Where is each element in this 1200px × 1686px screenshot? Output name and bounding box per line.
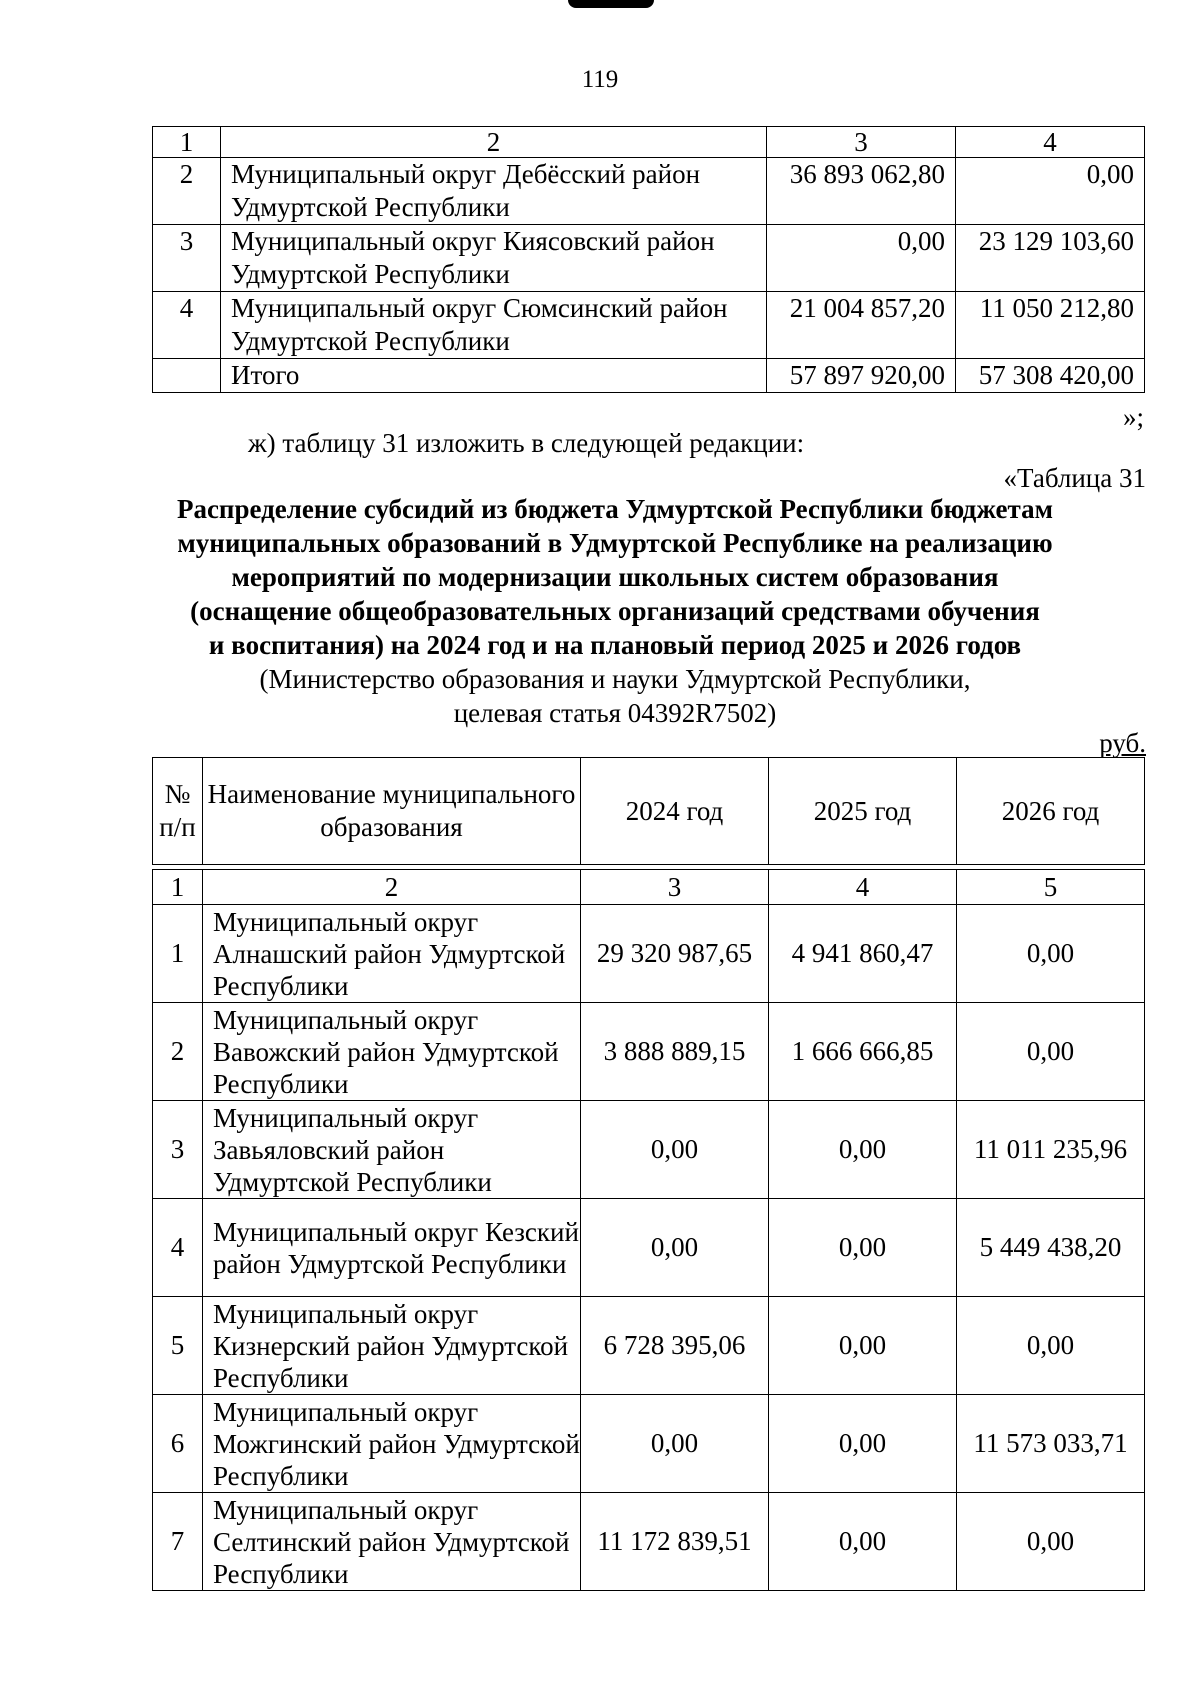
column-number: 2 bbox=[221, 127, 767, 158]
table-row bbox=[153, 1493, 1145, 1591]
amount-2024: 29 320 987,65 bbox=[581, 905, 769, 1003]
amount-2024: 6 728 395,06 bbox=[581, 1297, 769, 1395]
empty-cell bbox=[153, 359, 221, 393]
municipality-name: Муниципальный округ Селтинский район Удмуртской Республики bbox=[203, 1493, 581, 1591]
table-row bbox=[153, 905, 1145, 1003]
row-number: 2 bbox=[153, 1003, 203, 1101]
table-row bbox=[153, 1003, 1145, 1101]
amount-2025: 1 666 666,85 bbox=[769, 1003, 957, 1101]
column-number: 3 bbox=[767, 127, 956, 158]
subtitle-line: (Министерство образования и науки Удмуртской Республики, bbox=[259, 664, 971, 694]
continuation-table bbox=[152, 126, 1145, 393]
title-line: мероприятий по модернизации школьных систем образования bbox=[231, 562, 999, 592]
amendment-instruction: ж) таблицу 31 изложить в следующей редакции: bbox=[248, 428, 805, 458]
title-line: и воспитания) на 2024 год и на плановый период 2025 и 2026 годов bbox=[208, 630, 1022, 660]
column-number: 1 bbox=[153, 127, 221, 158]
amount-cell: 21 004 857,20 bbox=[767, 292, 956, 359]
amount-2026: 0,00 bbox=[957, 905, 1145, 1003]
table-row bbox=[153, 225, 1145, 292]
amount-2026: 11 011 235,96 bbox=[957, 1101, 1145, 1199]
row-number: 3 bbox=[153, 225, 221, 292]
table-header-row bbox=[153, 758, 1145, 865]
total-label: Итого bbox=[221, 359, 767, 393]
amount-2024: 3 888 889,15 bbox=[581, 1003, 769, 1101]
amount-2025: 0,00 bbox=[769, 1395, 957, 1493]
column-number-row bbox=[153, 870, 1145, 905]
amount-2024: 0,00 bbox=[581, 1395, 769, 1493]
amount-2025: 0,00 bbox=[769, 1493, 957, 1591]
amount-cell: 0,00 bbox=[767, 225, 956, 292]
municipality-name: Муниципальный округ Алнашский район Удмуртской Республики bbox=[203, 905, 581, 1003]
column-number: 3 bbox=[581, 870, 769, 905]
amount-2025: 0,00 bbox=[769, 1101, 957, 1199]
header-number: № п/п bbox=[153, 758, 203, 865]
amount-cell: 11 050 212,80 bbox=[956, 292, 1145, 359]
amount-2026: 0,00 bbox=[957, 1493, 1145, 1591]
row-number: 5 bbox=[153, 1297, 203, 1395]
amount-cell: 36 893 062,80 bbox=[767, 158, 956, 225]
row-number: 2 bbox=[153, 158, 221, 225]
row-number: 3 bbox=[153, 1101, 203, 1199]
municipality-name: Муниципальный округ Сюмсинский район Удмуртской Республики bbox=[221, 292, 767, 359]
total-amount: 57 897 920,00 bbox=[767, 359, 956, 393]
top-edge-mark bbox=[568, 0, 654, 8]
header-year-2024: 2024 год bbox=[581, 758, 769, 865]
table-row bbox=[153, 292, 1145, 359]
subtitle-line: целевая статья 04392R7502) bbox=[453, 698, 777, 728]
table-title bbox=[130, 492, 1100, 730]
header-year-2026: 2026 год bbox=[957, 758, 1145, 865]
table-row bbox=[153, 158, 1145, 225]
title-line: Распределение субсидий из бюджета Удмуртской Республики бюджетам bbox=[176, 494, 1054, 524]
header-year-2025: 2025 год bbox=[769, 758, 957, 865]
row-number: 4 bbox=[153, 1199, 203, 1297]
amount-2024: 0,00 bbox=[581, 1199, 769, 1297]
total-amount: 57 308 420,00 bbox=[956, 359, 1145, 393]
municipality-name: Муниципальный округ Кизнерский район Удмуртской Республики bbox=[203, 1297, 581, 1395]
municipality-name: Муниципальный округ Завьяловский район Удмуртской Республики bbox=[203, 1101, 581, 1199]
column-number: 2 bbox=[203, 870, 581, 905]
municipality-name: Муниципальный округ Дебёсский район Удмуртской Республики bbox=[221, 158, 767, 225]
amount-2025: 4 941 860,47 bbox=[769, 905, 957, 1003]
amount-2026: 0,00 bbox=[957, 1003, 1145, 1101]
amount-2025: 0,00 bbox=[769, 1199, 957, 1297]
amount-cell: 0,00 bbox=[956, 158, 1145, 225]
title-line: муниципальных образований в Удмуртской Республике на реализацию bbox=[177, 528, 1053, 558]
header-name: Наименование муниципального образования bbox=[203, 758, 581, 865]
municipality-name: Муниципальный округ Вавожский район Удмуртской Республики bbox=[203, 1003, 581, 1101]
table-row bbox=[153, 1199, 1145, 1297]
amount-2026: 5 449 438,20 bbox=[957, 1199, 1145, 1297]
municipality-name: Муниципальный округ Можгинский район Удмуртской Республики bbox=[203, 1395, 581, 1493]
municipality-name: Муниципальный округ Кезский район Удмуртской Республики bbox=[203, 1199, 581, 1297]
amount-cell: 23 129 103,60 bbox=[956, 225, 1145, 292]
amount-2026: 0,00 bbox=[957, 1297, 1145, 1395]
row-number: 4 bbox=[153, 292, 221, 359]
municipality-name: Муниципальный округ Киясовский район Удмуртской Республики bbox=[221, 225, 767, 292]
subsidy-table bbox=[152, 757, 1145, 1591]
amount-2026: 11 573 033,71 bbox=[957, 1395, 1145, 1493]
table-row bbox=[153, 1297, 1145, 1395]
row-number: 7 bbox=[153, 1493, 203, 1591]
column-number: 4 bbox=[769, 870, 957, 905]
column-number: 5 bbox=[957, 870, 1145, 905]
table-label: «Таблица 31 bbox=[1003, 463, 1146, 493]
column-number: 4 bbox=[956, 127, 1145, 158]
page-number: 119 bbox=[581, 66, 619, 93]
total-row bbox=[153, 359, 1145, 393]
column-number: 1 bbox=[153, 870, 203, 905]
table-row bbox=[153, 1101, 1145, 1199]
amount-2024: 0,00 bbox=[581, 1101, 769, 1199]
title-line: (оснащение общеобразовательных организаций средствами обучения bbox=[190, 596, 1040, 626]
row-number: 1 bbox=[153, 905, 203, 1003]
row-number: 6 bbox=[153, 1395, 203, 1493]
table-header-row bbox=[153, 127, 1145, 158]
table-row bbox=[153, 1395, 1145, 1493]
unit-label: руб. bbox=[1099, 728, 1146, 758]
amount-2025: 0,00 bbox=[769, 1297, 957, 1395]
amount-2024: 11 172 839,51 bbox=[581, 1493, 769, 1591]
closing-quote: »; bbox=[1122, 402, 1144, 432]
